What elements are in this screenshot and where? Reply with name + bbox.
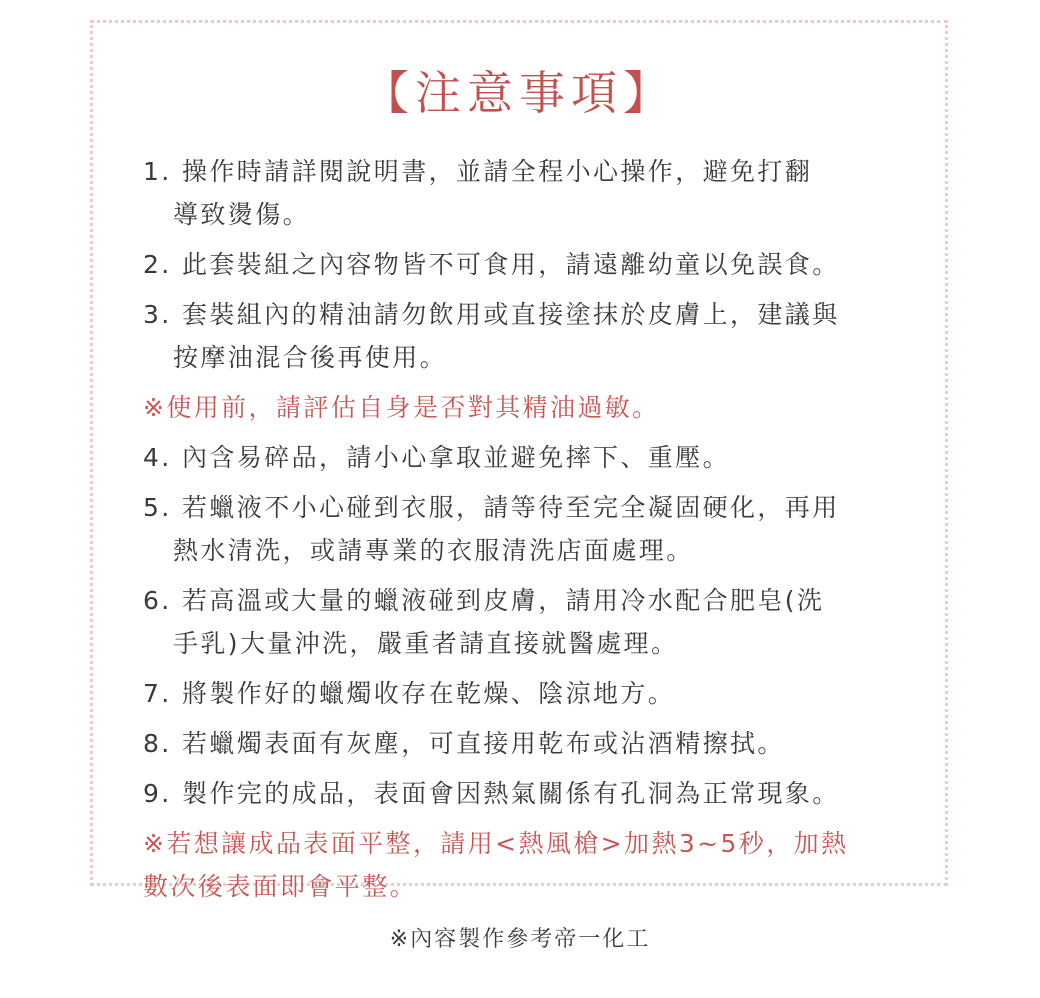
item-9: 9. 製作完的成品，表面會因熱氣關係有孔洞為正常現象。 <box>143 779 840 808</box>
item-8: 8. 若蠟燭表面有灰塵，可直接用乾布或沾酒精擦拭。 <box>143 729 785 758</box>
warning-note-2-continued: 數次後表面即會平整。 <box>143 872 418 901</box>
item-3-continued: 按摩油混合後再使用。 <box>173 343 448 372</box>
notice-title: 【注意事項】 <box>363 66 675 120</box>
item-4: 4. 內含易碎品，請小心拿取並避免摔下、重壓。 <box>143 443 731 472</box>
item-1-continued: 導致燙傷。 <box>173 200 311 229</box>
warning-note-1: ※使用前，請評估自身是否對其精油過敏。 <box>143 393 660 422</box>
item-6: 6. 若高溫或大量的蠟液碰到皮膚，請用冷水配合肥皂(洗 <box>143 586 825 615</box>
item-1: 1. 操作時請詳閱說明書，並請全程小心操作，避免打翻 <box>143 157 813 186</box>
warning-note-2: ※若想讓成品表面平整，請用<熱風槍>加熱3~5秒，加熱 <box>143 829 849 858</box>
notice-list <box>143 150 923 908</box>
item-3: 3. 套裝組內的精油請勿飲用或直接塗抹於皮膚上，建議與 <box>143 300 840 329</box>
notice-box <box>90 20 948 901</box>
item-5: 5. 若蠟液不小心碰到衣服，請等待至完全凝固硬化，再用 <box>143 493 840 522</box>
item-6-continued: 手乳)大量沖洗，嚴重者請直接就醫處理。 <box>173 629 679 658</box>
item-2: 2. 此套裝組之內容物皆不可食用，請遠離幼童以免誤食。 <box>143 250 840 279</box>
source-footnote: ※內容製作參考帝一化工 <box>389 927 651 952</box>
item-7: 7. 將製作好的蠟燭收存在乾燥、陰涼地方。 <box>143 679 676 708</box>
item-5-continued: 熱水清洗，或請專業的衣服清洗店面處理。 <box>173 536 694 565</box>
